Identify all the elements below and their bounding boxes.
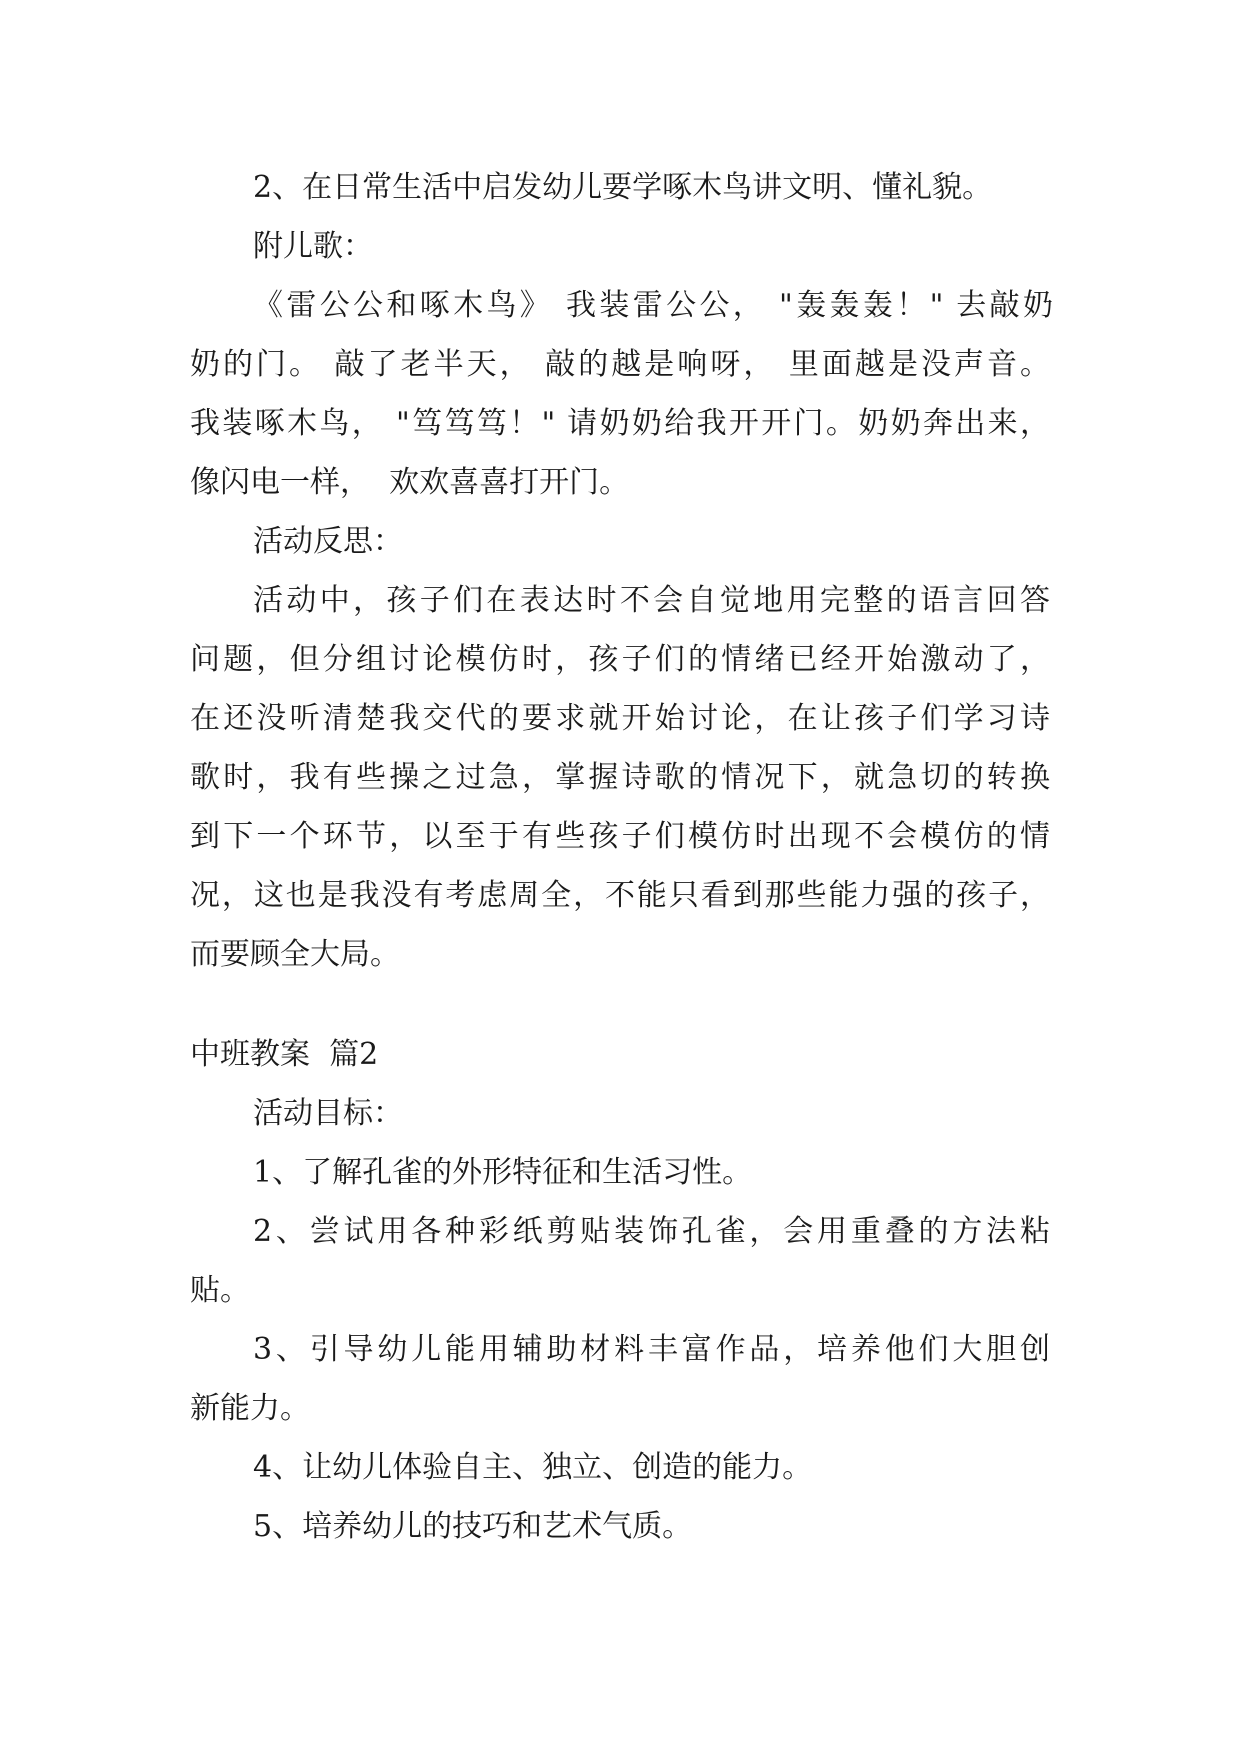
reflection-line-5: 到下一个环节，以至于有些孩子们模仿时出现不会模仿的情 xyxy=(190,819,1050,854)
reflection-line-3: 在还没听清楚我交代的要求就开始讨论，在让孩子们学习诗 xyxy=(190,701,1050,736)
song-heading: 附儿歌： xyxy=(253,229,373,264)
goal-5: 5、培养幼儿的技巧和艺术气质。 xyxy=(253,1509,693,1544)
reflection-line-2: 问题，但分组讨论模仿时，孩子们的情绪已经开始激动了， xyxy=(190,642,1050,677)
reflection-heading: 活动反思： xyxy=(253,524,403,559)
goals-heading: 活动目标： xyxy=(253,1096,403,1131)
song-line-1: 《雷公公和啄木鸟》 我装雷公公， "轰轰轰！" 去敲奶 xyxy=(253,288,1053,323)
goal-3-line-2: 新能力。 xyxy=(190,1391,310,1426)
section-title: 中班教案 篇2 xyxy=(190,1037,379,1072)
song-line-3: 我装啄木鸟， "笃笃笃！" 请奶奶给我开开门。奶奶奔出来， xyxy=(190,406,1050,441)
goal-4: 4、让幼儿体验自主、独立、创造的能力。 xyxy=(253,1450,813,1485)
song-line-2: 奶的门。 敲了老半天， 敲的越是响呀， 里面越是没声音。 xyxy=(190,347,1050,382)
goal-1: 1、了解孔雀的外形特征和生活习性。 xyxy=(253,1155,753,1190)
reflection-line-1: 活动中，孩子们在表达时不会自觉地用完整的语言回答 xyxy=(253,583,1050,618)
goal-2-line-2: 贴。 xyxy=(190,1273,250,1308)
goal-3-line-1: 3、引导幼儿能用辅助材料丰富作品，培养他们大胆创 xyxy=(253,1332,1050,1367)
song-line-4: 像闪电一样， 欢欢喜喜打开门。 xyxy=(190,465,630,500)
reflection-line-4: 歌时，我有些操之过急，掌握诗歌的情况下，就急切的转换 xyxy=(190,760,1050,795)
goal-2-line: 2、在日常生活中启发幼儿要学啄木鸟讲文明、懂礼貌。 xyxy=(253,170,993,205)
goal-2-line-1: 2、尝试用各种彩纸剪贴装饰孔雀，会用重叠的方法粘 xyxy=(253,1214,1050,1249)
reflection-line-6: 况，这也是我没有考虑周全，不能只看到那些能力强的孩子， xyxy=(190,878,1050,913)
reflection-line-7: 而要顾全大局。 xyxy=(190,937,400,972)
